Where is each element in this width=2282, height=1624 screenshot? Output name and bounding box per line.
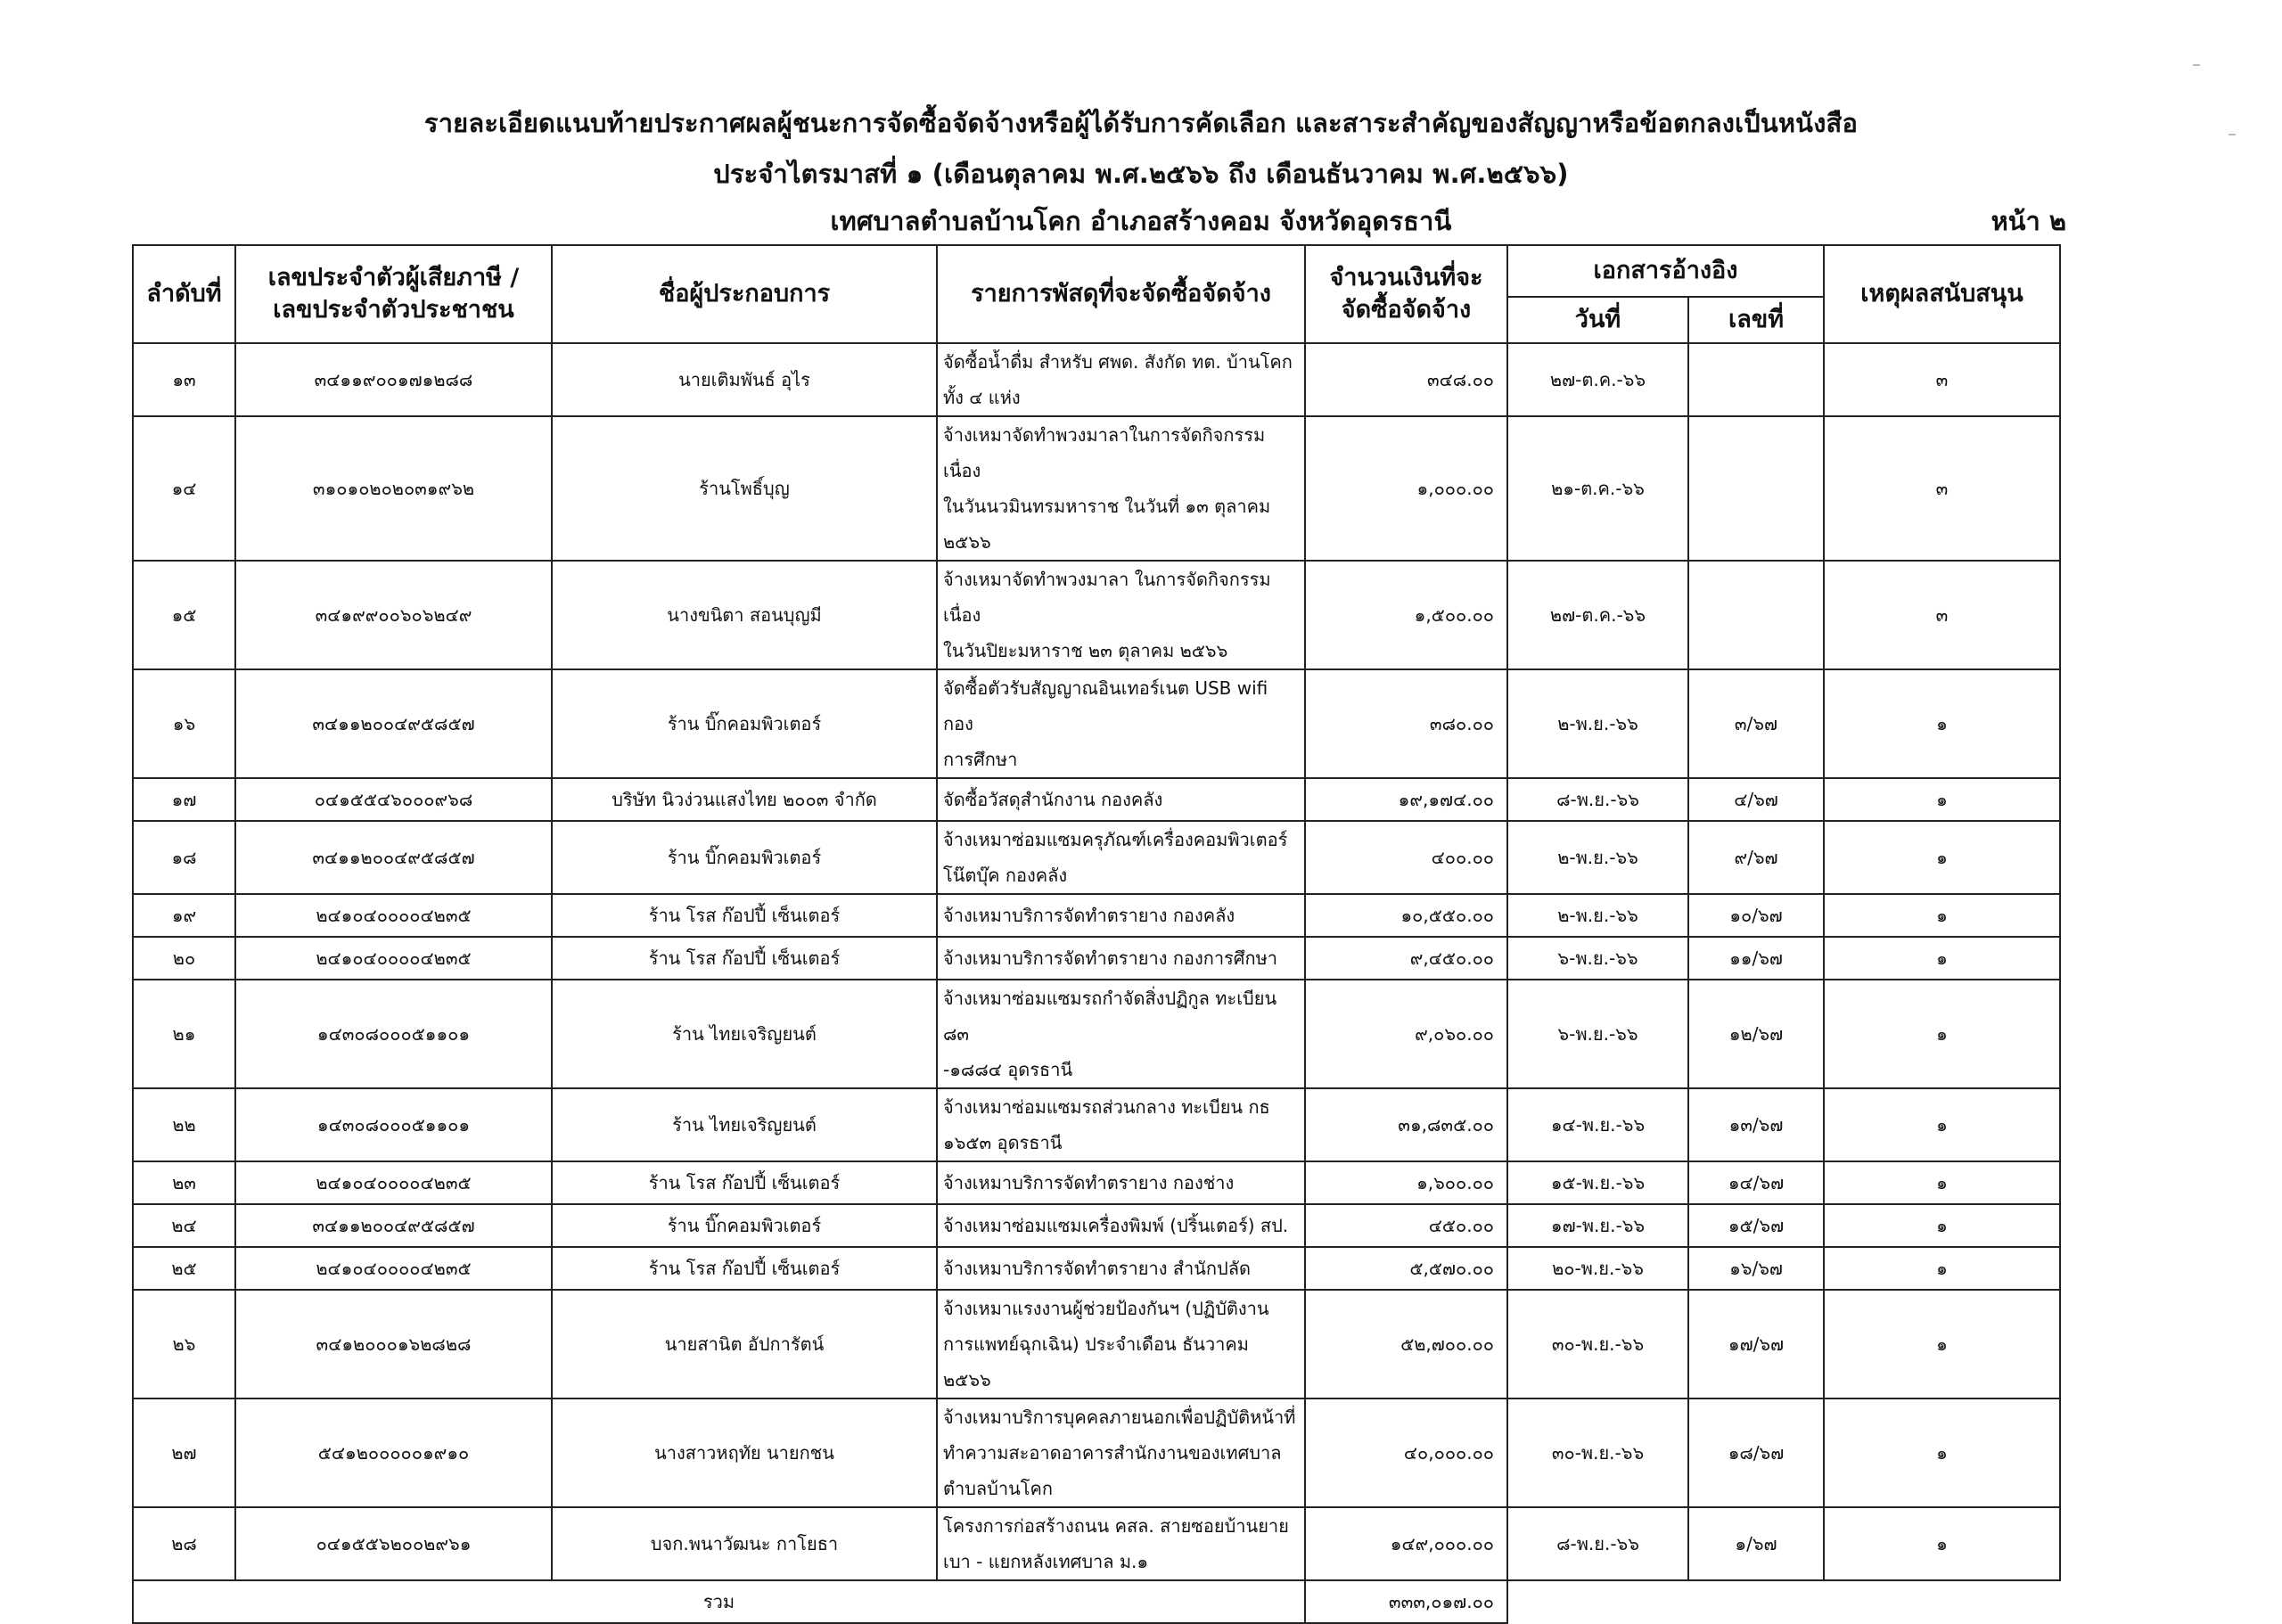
row-item-line: จัดซื้อตัวรับสัญญาณอินเทอร์เนต USB wifi กอง (943, 677, 1268, 734)
row-ref-date: ๑๔-พ.ย.-๖๖ (1507, 1088, 1688, 1161)
row-item (937, 980, 1305, 1088)
row-item-line: ตำบลบ้านโคก (943, 1478, 1053, 1499)
row-item-line: จ้างเหมาบริการจัดทำตรายาง กองการศึกษา (943, 947, 1278, 969)
total-blank (1507, 1580, 2060, 1623)
col-header-amount (1305, 245, 1507, 343)
row-ref-date: ๒-พ.ย.-๖๖ (1507, 669, 1688, 778)
row-vendor: ร้านโพธิ์บุญ (552, 416, 937, 561)
row-amount: ๑,๖๐๐.๐๐ (1305, 1161, 1507, 1204)
row-item-line: ทำความสะอาดอาคารสำนักงานของเทศบาล (943, 1442, 1282, 1464)
col-header-ref-date: วันที่ (1507, 297, 1688, 343)
table-row (133, 1507, 2060, 1580)
row-item (937, 1247, 1305, 1290)
row-item-line: จ้างเหมาแรงงานผู้ช่วยป้องกันฯ (ปฏิบัติงาน (943, 1298, 1269, 1319)
row-ref-no: ๑๘/๖๗ (1688, 1398, 1824, 1507)
row-item-line: ทั้ง ๔ แห่ง (943, 387, 1021, 408)
row-reason: ๑ (1824, 1247, 2060, 1290)
row-vendor: นางสาวหฤทัย นายกชน (552, 1398, 937, 1507)
row-ref-date: ๓๐-พ.ย.-๖๖ (1507, 1398, 1688, 1507)
col-header-reference: เอกสารอ้างอิง (1507, 245, 1824, 297)
row-reason: ๑ (1824, 1204, 2060, 1247)
row-vendor: นายสานิต อัปการัตน์ (552, 1290, 937, 1398)
row-item-line: -๑๘๘๔ อุดรธานี (943, 1059, 1073, 1080)
row-item-line: เบา - แยกหลังเทศบาล ม.๑ (943, 1551, 1149, 1572)
row-ref-date: ๒๐-พ.ย.-๖๖ (1507, 1247, 1688, 1290)
row-item-line: จ้างเหมาซ่อมแซมเครื่องพิมพ์ (ปริ้นเตอร์) สป. (943, 1215, 1289, 1236)
row-item (937, 1088, 1305, 1161)
row-number: ๑๕ (133, 561, 235, 669)
row-ref-no: ๑๐/๖๗ (1688, 894, 1824, 937)
row-number: ๑๔ (133, 416, 235, 561)
row-ref-no (1688, 343, 1824, 416)
row-item-line: ในวันนวมินทรมหาราช ในวันที่ ๑๓ ตุลาคม (943, 496, 1271, 517)
page-number: หน้า ๒ (1991, 206, 2066, 236)
row-item (937, 343, 1305, 416)
row-item-line: โครงการก่อสร้างถนน คสล. สายซอยบ้านยาย (943, 1515, 1289, 1537)
col-header-amount-line1: จำนวนเงินที่จะ (1329, 264, 1483, 291)
row-taxid: ๐๔๑๕๕๖๒๐๐๒๙๖๑ (235, 1507, 552, 1580)
row-taxid: ๓๔๑๙๙๐๐๖๐๖๒๔๙ (235, 561, 552, 669)
col-header-item: รายการพัสดุที่จะจัดซื้อจัดจ้าง (937, 245, 1305, 343)
row-ref-date: ๑๕-พ.ย.-๖๖ (1507, 1161, 1688, 1204)
table-body (133, 343, 2060, 1580)
row-amount: ๕,๕๗๐.๐๐ (1305, 1247, 1507, 1290)
row-taxid: ๒๔๑๐๔๐๐๐๐๔๒๓๕ (235, 1247, 552, 1290)
row-reason: ๓ (1824, 416, 2060, 561)
row-number: ๒๘ (133, 1507, 235, 1580)
row-ref-no: ๑๑/๖๗ (1688, 937, 1824, 980)
row-reason: ๓ (1824, 343, 2060, 416)
row-ref-date: ๒-พ.ย.-๖๖ (1507, 821, 1688, 894)
row-item-line: จ้างเหมาบริการจัดทำตรายาง กองช่าง (943, 1172, 1235, 1193)
row-vendor: ร้าน โรส ก๊อปปี้ เซ็นเตอร์ (552, 1247, 937, 1290)
total-label: รวม (133, 1580, 1305, 1623)
row-ref-date: ๒๑-ต.ค.-๖๖ (1507, 416, 1688, 561)
row-amount: ๑,๕๐๐.๐๐ (1305, 561, 1507, 669)
table-row (133, 821, 2060, 894)
row-ref-date: ๓๐-พ.ย.-๖๖ (1507, 1290, 1688, 1398)
table-row (133, 343, 2060, 416)
row-taxid: ๓๔๑๑๒๐๐๔๙๕๘๕๗ (235, 1204, 552, 1247)
total-amount: ๓๓๓,๐๑๗.๐๐ (1305, 1580, 1507, 1623)
row-vendor: ร้าน โรส ก๊อปปี้ เซ็นเตอร์ (552, 894, 937, 937)
row-taxid: ๑๔๓๐๘๐๐๐๕๑๑๐๑ (235, 980, 552, 1088)
row-item (937, 416, 1305, 561)
row-item (937, 1507, 1305, 1580)
row-vendor: นางขนิตา สอนบุญมี (552, 561, 937, 669)
row-vendor: บริษัท นิวง่วนแสงไทย ๒๐๐๓ จำกัด (552, 778, 937, 821)
row-amount: ๑๐,๕๕๐.๐๐ (1305, 894, 1507, 937)
row-item (937, 778, 1305, 821)
table-row (133, 937, 2060, 980)
row-number: ๑๘ (133, 821, 235, 894)
row-number: ๒๓ (133, 1161, 235, 1204)
row-ref-no: ๑/๖๗ (1688, 1507, 1824, 1580)
row-item (937, 1204, 1305, 1247)
col-header-taxid (235, 245, 552, 343)
row-item (937, 1398, 1305, 1507)
row-taxid: ๕๔๑๒๐๐๐๐๐๑๙๑๐ (235, 1398, 552, 1507)
row-number: ๒๗ (133, 1398, 235, 1507)
row-reason: ๑ (1824, 894, 2060, 937)
table-row (133, 894, 2060, 937)
table-row (133, 561, 2060, 669)
row-item (937, 561, 1305, 669)
row-item-line: จ้างเหมาจัดทำพวงมาลา ในการจัดกิจกรรมเนื่อง (943, 569, 1271, 626)
row-ref-date: ๒๗-ต.ค.-๖๖ (1507, 561, 1688, 669)
table-row (133, 1247, 2060, 1290)
col-header-ref-no: เลขที่ (1688, 297, 1824, 343)
row-ref-date: ๒๗-ต.ค.-๖๖ (1507, 343, 1688, 416)
row-reason: ๑ (1824, 669, 2060, 778)
table-row (133, 980, 2060, 1088)
table-row (133, 1398, 2060, 1507)
row-amount: ๓๘๐.๐๐ (1305, 669, 1507, 778)
row-item-line: จ้างเหมาซ่อมแซมครุภัณฑ์เครื่องคอมพิวเตอร์ (943, 829, 1288, 850)
row-item-line: โน๊ตบุ๊ค กองคลัง (943, 865, 1068, 886)
row-vendor: ร้าน ไทยเจริญยนต์ (552, 980, 937, 1088)
row-item (937, 821, 1305, 894)
row-ref-date: ๖-พ.ย.-๖๖ (1507, 937, 1688, 980)
row-taxid: ๓๔๑๒๐๐๐๑๖๒๘๒๘ (235, 1290, 552, 1398)
row-ref-no: ๑๗/๖๗ (1688, 1290, 1824, 1398)
table-row (133, 416, 2060, 561)
table-row (133, 778, 2060, 821)
row-number: ๒๔ (133, 1204, 235, 1247)
row-reason: ๑ (1824, 980, 2060, 1088)
row-ref-no: ๑๓/๖๗ (1688, 1088, 1824, 1161)
row-number: ๑๗ (133, 778, 235, 821)
row-taxid: ๒๔๑๐๔๐๐๐๐๔๒๓๕ (235, 937, 552, 980)
scan-speck (2193, 64, 2200, 66)
row-reason: ๓ (1824, 561, 2060, 669)
row-item (937, 1290, 1305, 1398)
row-vendor: บจก.พนาวัฒนะ กาโยธา (552, 1507, 937, 1580)
row-ref-no: ๑๕/๖๗ (1688, 1204, 1824, 1247)
row-vendor: นายเติมพันธ์ อุไร (552, 343, 937, 416)
row-amount: ๓๔๘.๐๐ (1305, 343, 1507, 416)
table-row (133, 1161, 2060, 1204)
document-title-line1: รายละเอียดแนบท้ายประกาศผลผู้ชนะการจัดซื้อจัดจ้างหรือผู้ได้รับการคัดเลือก และสาระสำคัญของสัญญาหรือข้อตกลงเป็นหนังสือ (423, 108, 1859, 138)
col-header-reason: เหตุผลสนับสนุน (1824, 245, 2060, 343)
row-amount: ๔๐๐.๐๐ (1305, 821, 1507, 894)
row-number: ๒๖ (133, 1290, 235, 1398)
row-number: ๒๑ (133, 980, 235, 1088)
row-reason: ๑ (1824, 937, 2060, 980)
row-item-line: การศึกษา (943, 749, 1018, 770)
row-ref-date: ๖-พ.ย.-๖๖ (1507, 980, 1688, 1088)
row-item-line: จัดซื้อน้ำดื่ม สำหรับ ศพด. สังกัด ทต. บ้านโคก (943, 351, 1293, 373)
col-header-vendor: ชื่อผู้ประกอบการ (552, 245, 937, 343)
row-vendor: ร้าน โรส ก๊อปปี้ เซ็นเตอร์ (552, 1161, 937, 1204)
row-taxid: ๓๑๐๑๐๒๐๒๐๓๑๙๖๒ (235, 416, 552, 561)
col-header-taxid-line1: เลขประจำตัวผู้เสียภาษี / (267, 264, 520, 291)
row-ref-date: ๘-พ.ย.-๖๖ (1507, 778, 1688, 821)
row-taxid: ๓๔๑๑๙๐๐๑๗๑๒๘๘ (235, 343, 552, 416)
row-number: ๑๖ (133, 669, 235, 778)
row-amount: ๑,๐๐๐.๐๐ (1305, 416, 1507, 561)
row-item-line: จ้างเหมาซ่อมแซมรถกำจัดสิ่งปฏิกูล ทะเบียน ๘๓ (943, 988, 1277, 1045)
row-ref-no: ๔/๖๗ (1688, 778, 1824, 821)
row-item-line: ๒๕๖๖ (943, 531, 991, 553)
row-item-line: จ้างเหมาซ่อมแซมรถส่วนกลาง ทะเบียน กธ (943, 1096, 1270, 1118)
row-ref-date: ๘-พ.ย.-๖๖ (1507, 1507, 1688, 1580)
procurement-table (132, 244, 2061, 1624)
row-ref-no (1688, 416, 1824, 561)
row-reason: ๑ (1824, 1507, 2060, 1580)
row-ref-no: ๓/๖๗ (1688, 669, 1824, 778)
row-amount: ๕๒,๗๐๐.๐๐ (1305, 1290, 1507, 1398)
row-taxid: ๓๔๑๑๒๐๐๔๙๕๘๕๗ (235, 669, 552, 778)
row-ref-date: ๑๗-พ.ย.-๖๖ (1507, 1204, 1688, 1247)
row-number: ๑๓ (133, 343, 235, 416)
row-ref-date: ๒-พ.ย.-๖๖ (1507, 894, 1688, 937)
row-number: ๒๒ (133, 1088, 235, 1161)
row-amount: ๔๕๐.๐๐ (1305, 1204, 1507, 1247)
row-vendor: ร้าน บิ๊กคอมพิวเตอร์ (552, 1204, 937, 1247)
row-reason: ๑ (1824, 1088, 2060, 1161)
row-taxid: ๑๔๓๐๘๐๐๐๕๑๑๐๑ (235, 1088, 552, 1161)
row-number: ๒๕ (133, 1247, 235, 1290)
row-amount: ๑๔๙,๐๐๐.๐๐ (1305, 1507, 1507, 1580)
row-item-line: จ้างเหมาบริการจัดทำตรายาง สำนักปลัด (943, 1258, 1251, 1279)
row-reason: ๑ (1824, 1398, 2060, 1507)
row-reason: ๑ (1824, 1161, 2060, 1204)
row-item (937, 937, 1305, 980)
row-item-line: จ้างเหมาบริการจัดทำตรายาง กองคลัง (943, 905, 1235, 926)
row-amount: ๓๑,๘๓๕.๐๐ (1305, 1088, 1507, 1161)
row-reason: ๑ (1824, 1290, 2060, 1398)
row-ref-no: ๑๒/๖๗ (1688, 980, 1824, 1088)
row-item (937, 1161, 1305, 1204)
row-item-line: จัดซื้อวัสดุสำนักงาน กองคลัง (943, 789, 1163, 810)
row-number: ๑๙ (133, 894, 235, 937)
row-vendor: ร้าน บิ๊กคอมพิวเตอร์ (552, 669, 937, 778)
row-ref-no: ๙/๖๗ (1688, 821, 1824, 894)
document-title-line3: เทศบาลตำบลบ้านโคก อำเภอสร้างคอม จังหวัดอุดรธานี (830, 206, 1452, 236)
row-taxid: ๒๔๑๐๔๐๐๐๐๔๒๓๕ (235, 1161, 552, 1204)
row-ref-no (1688, 561, 1824, 669)
scan-speck (2229, 134, 2236, 135)
table-row (133, 1290, 2060, 1398)
row-item-line: จ้างเหมาจัดทำพวงมาลาในการจัดกิจกรรม เนื่อง (943, 424, 1266, 481)
row-vendor: ร้าน ไทยเจริญยนต์ (552, 1088, 937, 1161)
row-amount: ๔๐,๐๐๐.๐๐ (1305, 1398, 1507, 1507)
row-number: ๒๐ (133, 937, 235, 980)
document-title-line2: ประจำไตรมาสที่ ๑ (เดือนตุลาคม พ.ศ.๒๕๖๖ ถึง เดือนธันวาคม พ.ศ.๒๕๖๖) (713, 159, 1569, 189)
row-vendor: ร้าน บิ๊กคอมพิวเตอร์ (552, 821, 937, 894)
row-taxid: ๐๔๑๕๕๔๖๐๐๐๙๖๘ (235, 778, 552, 821)
table-row (133, 669, 2060, 778)
row-item (937, 669, 1305, 778)
col-header-taxid-line2: เลขประจำตัวประชาชน (273, 296, 514, 324)
row-amount: ๙,๔๕๐.๐๐ (1305, 937, 1507, 980)
row-taxid: ๓๔๑๑๒๐๐๔๙๕๘๕๗ (235, 821, 552, 894)
row-item-line: ๑๖๕๓ อุดรธานี (943, 1132, 1063, 1153)
row-item-line: การแพทย์ฉุกเฉิน) ประจำเดือน ธันวาคม ๒๕๖๖ (943, 1333, 1249, 1390)
row-taxid: ๒๔๑๐๔๐๐๐๐๔๒๓๕ (235, 894, 552, 937)
row-item-line: จ้างเหมาบริการบุคคลภายนอกเพื่อปฏิบัติหน้าที่ (943, 1407, 1296, 1428)
col-header-amount-line2: จัดซื้อจัดจ้าง (1341, 296, 1472, 324)
col-header-no: ลำดับที่ (133, 245, 235, 343)
row-item (937, 894, 1305, 937)
row-vendor: ร้าน โรส ก๊อปปี้ เซ็นเตอร์ (552, 937, 937, 980)
table-row (133, 1204, 2060, 1247)
row-reason: ๑ (1824, 778, 2060, 821)
row-item-line: ในวันปิยะมหาราช ๒๓ ตุลาคม ๒๕๖๖ (943, 640, 1228, 661)
row-amount: ๙,๐๖๐.๐๐ (1305, 980, 1507, 1088)
row-ref-no: ๑๔/๖๗ (1688, 1161, 1824, 1204)
table-row (133, 1088, 2060, 1161)
row-amount: ๑๙,๑๗๔.๐๐ (1305, 778, 1507, 821)
row-ref-no: ๑๖/๖๗ (1688, 1247, 1824, 1290)
row-reason: ๑ (1824, 821, 2060, 894)
